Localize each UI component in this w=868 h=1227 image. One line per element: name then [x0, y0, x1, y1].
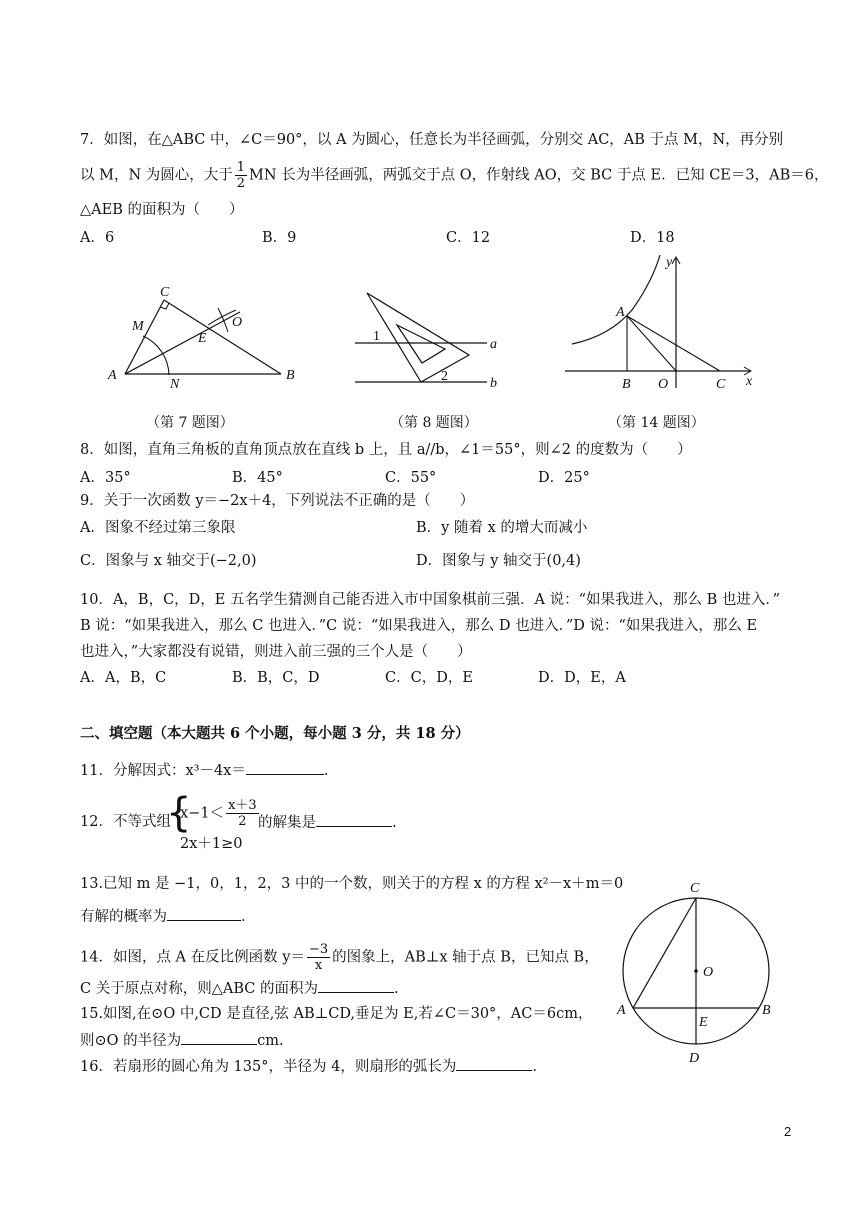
q12-end: .: [392, 815, 397, 831]
fig14-label-b: B: [622, 377, 631, 392]
q12-fraction: [226, 798, 259, 829]
q14-line1-a: 14．如图，点 A 在反比例函数 y＝: [80, 949, 305, 966]
q7-line2-a: 以 M，N 为圆心，大于: [80, 167, 233, 184]
q12-row1: [180, 798, 261, 829]
fig15-label-o: O: [703, 965, 714, 980]
q7-option-d: D．18: [630, 230, 675, 246]
figure-15-diagram: [605, 876, 785, 1066]
q12-tail: 的解集是: [258, 815, 316, 831]
q16-end: .: [532, 1059, 537, 1075]
fig7-label-e: E: [198, 331, 207, 346]
q12-row2: 2x＋1≥0: [180, 836, 243, 852]
q7-line2-b: MN 长为半径画弧，两弧交于点 O，作射线 AO，交 BC 于点 E．已知 CE＝3，AB＝6，: [249, 167, 829, 184]
q15-line1: 15.如图,在⊙O 中,CD 是直径,弦 AB⊥CD,垂足为 E,若∠C＝30°，AC＝6cm，: [80, 1006, 593, 1022]
q13-answer-blank[interactable]: [167, 906, 241, 921]
q7-line1: 7．如图，在△ABC 中，∠C＝90°，以 A 为圆心，任意长为半径画弧，分别交 AC，AB 于点 M，N，再分别: [80, 132, 784, 148]
q7-line2: [80, 160, 828, 191]
q10-line2: B 说：“如果我进入，那么 C 也进入．”C 说：“如果我进入，那么 D 也进入．”D 说：“如果我进入，那么 E: [80, 618, 758, 634]
q7-option-a: A．6: [80, 230, 115, 246]
q10-line3: 也进入，”大家都没有说错，则进入前三强的三个人是（ ）: [80, 644, 472, 660]
fig14-hyperbola: [572, 255, 660, 344]
q12-tail-line: [258, 812, 397, 833]
fig8-set-square-outer: [367, 293, 469, 382]
q9-option-d: D．图象与 y 轴交于(0,4): [416, 553, 581, 569]
q13-line2: [80, 906, 246, 927]
fig14-line-ao: [627, 316, 676, 371]
q16-answer-blank[interactable]: [456, 1056, 532, 1071]
fig8-label-1: 1: [373, 329, 380, 344]
q12-row1-a: x−1＜: [180, 805, 225, 822]
q10-line1: 10．A，B，C，D，E 五名学生猜测自己能否进入市中国象棋前三强．A 说：“如果我进入，那么 B 也进入．”: [80, 592, 781, 608]
q11-answer-blank[interactable]: [246, 760, 324, 775]
fig7-label-b: B: [286, 368, 295, 383]
q9-option-c: C．图象与 x 轴交于(−2,0): [80, 553, 257, 569]
fig14-line-ac: [627, 316, 720, 371]
page-number: 2: [784, 1124, 792, 1139]
q14-text: C 关于原点对称，则△ABC 的面积为: [80, 981, 318, 997]
q16-text: 16．若扇形的圆心角为 135°，半径为 4，则扇形的弧长为: [80, 1059, 457, 1075]
q16-line: [80, 1056, 537, 1077]
q7-frac-den: 2: [236, 176, 246, 191]
fig8-label-2: 2: [441, 369, 448, 384]
fig15-chord-ac: [633, 898, 696, 1008]
q15-line2: [80, 1030, 284, 1051]
q7-option-b: B．9: [262, 230, 297, 246]
q8-option-b: B．45°: [232, 470, 283, 486]
q10-option-a: A．A，B，C: [80, 670, 167, 686]
fig7-label-n: N: [170, 377, 180, 392]
q7-line3: △AEB 的面积为（ ）: [80, 202, 244, 218]
q11-line: [80, 760, 328, 781]
q12-brace: {: [166, 790, 192, 836]
q9-option-a: A．图象不经过第三象限: [80, 520, 236, 536]
q10-option-c: C．C，D，E: [385, 670, 473, 686]
fig15-label-e: E: [699, 1015, 708, 1030]
q8-option-c: C．55°: [385, 470, 437, 486]
fig7-label-c: C: [160, 285, 170, 300]
q14-end: .: [393, 981, 399, 997]
q8-text: 8．如图，直角三角板的直角顶点放在直线 b 上，且 a//b，∠1＝55°，则∠2 的度数为（ ）: [80, 442, 692, 458]
figure-8-diagram: [345, 285, 510, 395]
figure-8-caption: （第 8 题图）: [390, 415, 478, 431]
q14-frac-den: x: [314, 958, 323, 973]
q7-option-c: C．12: [446, 230, 491, 246]
fig8-set-square-inner: [397, 325, 445, 363]
fig8-label-a: a: [490, 337, 497, 352]
fig7-line-cb: [164, 300, 281, 374]
q14-fraction: [307, 942, 330, 973]
fig15-center-dot: [694, 969, 698, 973]
q10-option-d: D．D，E，A: [538, 670, 626, 686]
q15-text: 则⊙O 的半径为: [80, 1033, 182, 1049]
q8-option-a: A．35°: [80, 470, 131, 486]
q14-frac-num: −3: [308, 942, 329, 957]
fig15-label-d: D: [689, 1051, 700, 1066]
q11-end: .: [323, 763, 329, 779]
q12-frac-den: 2: [238, 814, 247, 829]
fig14-label-o: O: [658, 377, 669, 392]
q7-frac-num: 1: [236, 160, 246, 175]
q9-option-b: B．y 随着 x 的增大而减小: [416, 520, 588, 536]
q9-text: 9．关于一次函数 y＝−2x＋4，下列说法不正确的是（ ）: [80, 493, 475, 509]
figure-7-diagram: [100, 280, 310, 395]
q13-line1: 13.已知 m 是 −1，0，1，2，3 中的一个数，则关于的方程 x 的方程 x²－x＋m＝0: [80, 876, 624, 892]
figure-14-caption: （第 14 题图）: [608, 415, 705, 431]
fig7-arc-mn: [143, 336, 169, 375]
q14-line2: [80, 978, 399, 999]
q14-line1: [80, 942, 599, 973]
q10-option-b: B．B，C，D: [232, 670, 320, 686]
q11-text: 11．分解因式：x³－4x＝: [80, 763, 246, 779]
fig8-label-b: b: [490, 376, 497, 391]
figure-14-diagram: [560, 250, 760, 395]
q13-text: 有解的概率为: [80, 909, 167, 925]
fig14-label-y: y: [666, 255, 673, 270]
fig14-label-a: A: [616, 305, 625, 320]
q13-end: .: [241, 909, 246, 925]
q15-end: cm.: [257, 1033, 284, 1049]
q15-answer-blank[interactable]: [181, 1030, 257, 1045]
fig15-label-b: B: [762, 1003, 771, 1018]
fig7-label-o: O: [232, 315, 243, 330]
fig15-label-a: A: [617, 1003, 626, 1018]
section-2-heading: 二、填空题（本大题共 6 个小题，每小题 3 分，共 18 分）: [80, 725, 470, 742]
fig7-label-m: M: [132, 319, 144, 334]
fig15-label-c: C: [690, 881, 700, 896]
fig7-arc-o1: [218, 308, 228, 332]
q8-option-d: D．25°: [538, 470, 590, 486]
q14-answer-blank[interactable]: [318, 978, 394, 993]
q14-line1-b: 的图象上，AB⊥x 轴于点 B，已知点 B，: [332, 949, 599, 966]
q12-frac-num: x＋3: [228, 798, 257, 813]
q7-fraction: [235, 160, 247, 191]
fig7-label-a: A: [108, 368, 117, 383]
q12-lead: 12．不等式组: [80, 814, 171, 830]
figure-7-caption: （第 7 题图）: [146, 415, 234, 431]
q12-answer-blank[interactable]: [316, 812, 392, 827]
fig14-label-x: x: [746, 374, 753, 389]
fig14-label-c: C: [716, 377, 726, 392]
